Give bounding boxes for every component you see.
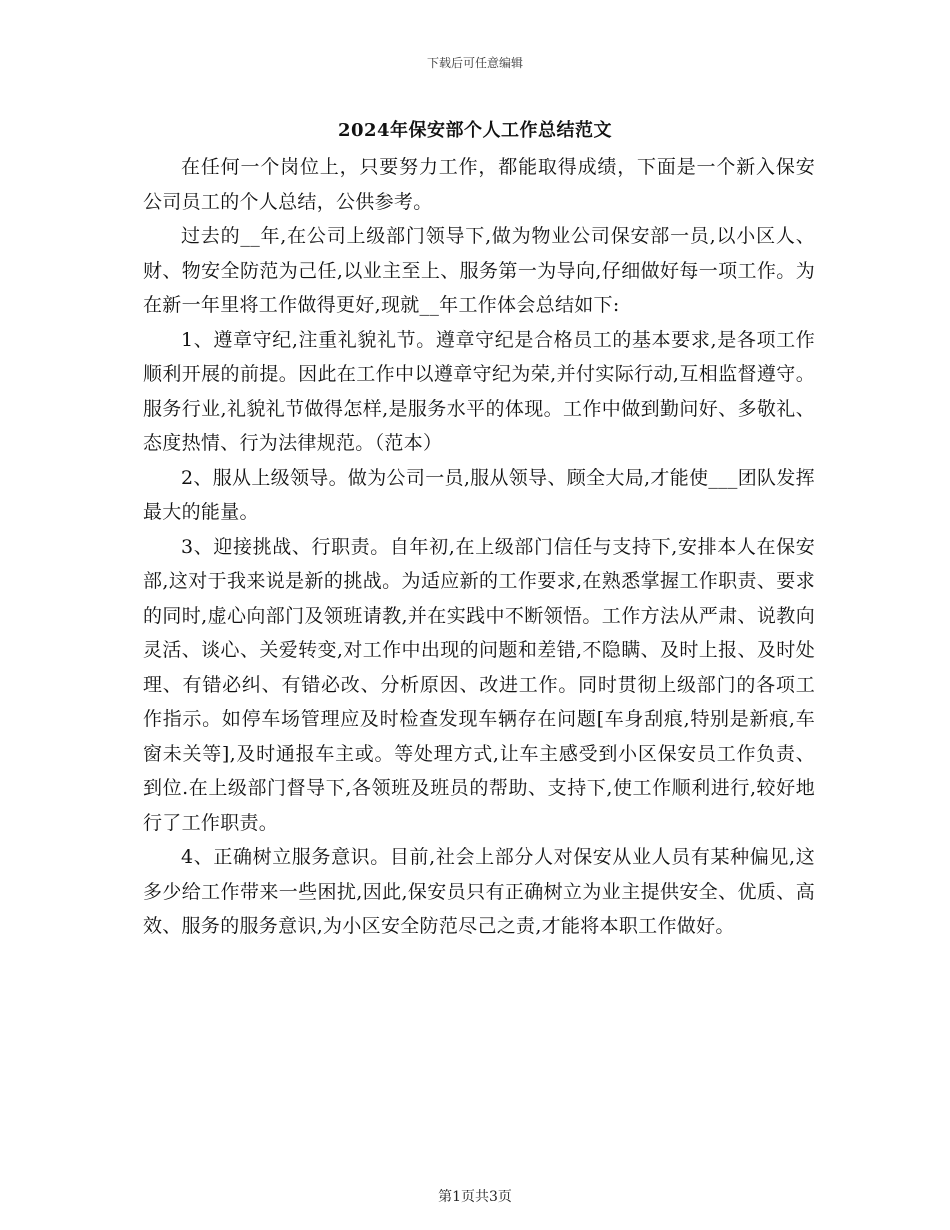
paragraph-point-2: 2、服从上级领导。做为公司一员,服从领导、顾全大局,才能使___团队发挥最大的能量。 (143, 466, 815, 523)
paragraph-point-4: 4、正确树立服务意识。目前,社会上部分人对保安从业人员有某种偏见,这多少给工作带来一些困扰,因此,保安员只有正确树立为业主提供安全、优质、高效、服务的服务意识,为小区安全防范尽己之责,才能将本职工作做好。 (143, 846, 815, 937)
document-body (143, 150, 815, 944)
paragraph-intro: 在任何一个岗位上，只要努力工作，都能取得成绩，下面是一个新入保安公司员工的个人总结，公供参考。 (143, 156, 815, 213)
page-number: 第1页共3页 (438, 1189, 512, 1205)
header-note: 下载后可任意编辑 (426, 56, 523, 70)
paragraph-point-3: 3、迎接挑战、行职责。自年初,在上级部门信任与支持下,安排本人在保安部,这对于我来说是新的挑战。为适应新的工作要求,在熟悉掌握工作职责、要求的同时,虚心向部门及领班请教,并在实践中不断领悟。工作方法从严肃、说教向灵活、谈心、关爱转变,对工作中出现的问题和差错,不隐瞒、及时上报、及时处理、有错必纠、有错必改、分析原因、改进工作。同时贯彻上级部门的各项工作指示。如停车场管理应及时检查发现车辆存在问题[车身刮痕,特别是新痕,车窗未关等],及时通报车主或。等处理方式,让车主感受到小区保安员工作负责、到位.在上级部门督导下,各领班及班员的帮助、支持下,使工作顺利进行,较好地行了工作职责。 (143, 535, 815, 834)
document-title: 2024年保安部个人工作总结范文 (337, 120, 613, 141)
paragraph-overview: 过去的__年,在公司上级部门领导下,做为物业公司保安部一员,以小区人、财、物安全防范为己任,以业主至上、服务第一为导向,仔细做好每一项工作。为在新一年里将工作做得更好,现就__年工作体会总结如下: (143, 225, 815, 316)
paragraph-point-1: 1、遵章守纪,注重礼貌礼节。遵章守纪是合格员工的基本要求,是各项工作顺利开展的前提。因此在工作中以遵章守纪为荣,并付实际行动,互相监督遵守。服务行业,礼貌礼节做得怎样,是服务水平的体现。工作中做到勤问好、多敬礼、态度热情、行为法律规范。（范本） (143, 328, 815, 454)
